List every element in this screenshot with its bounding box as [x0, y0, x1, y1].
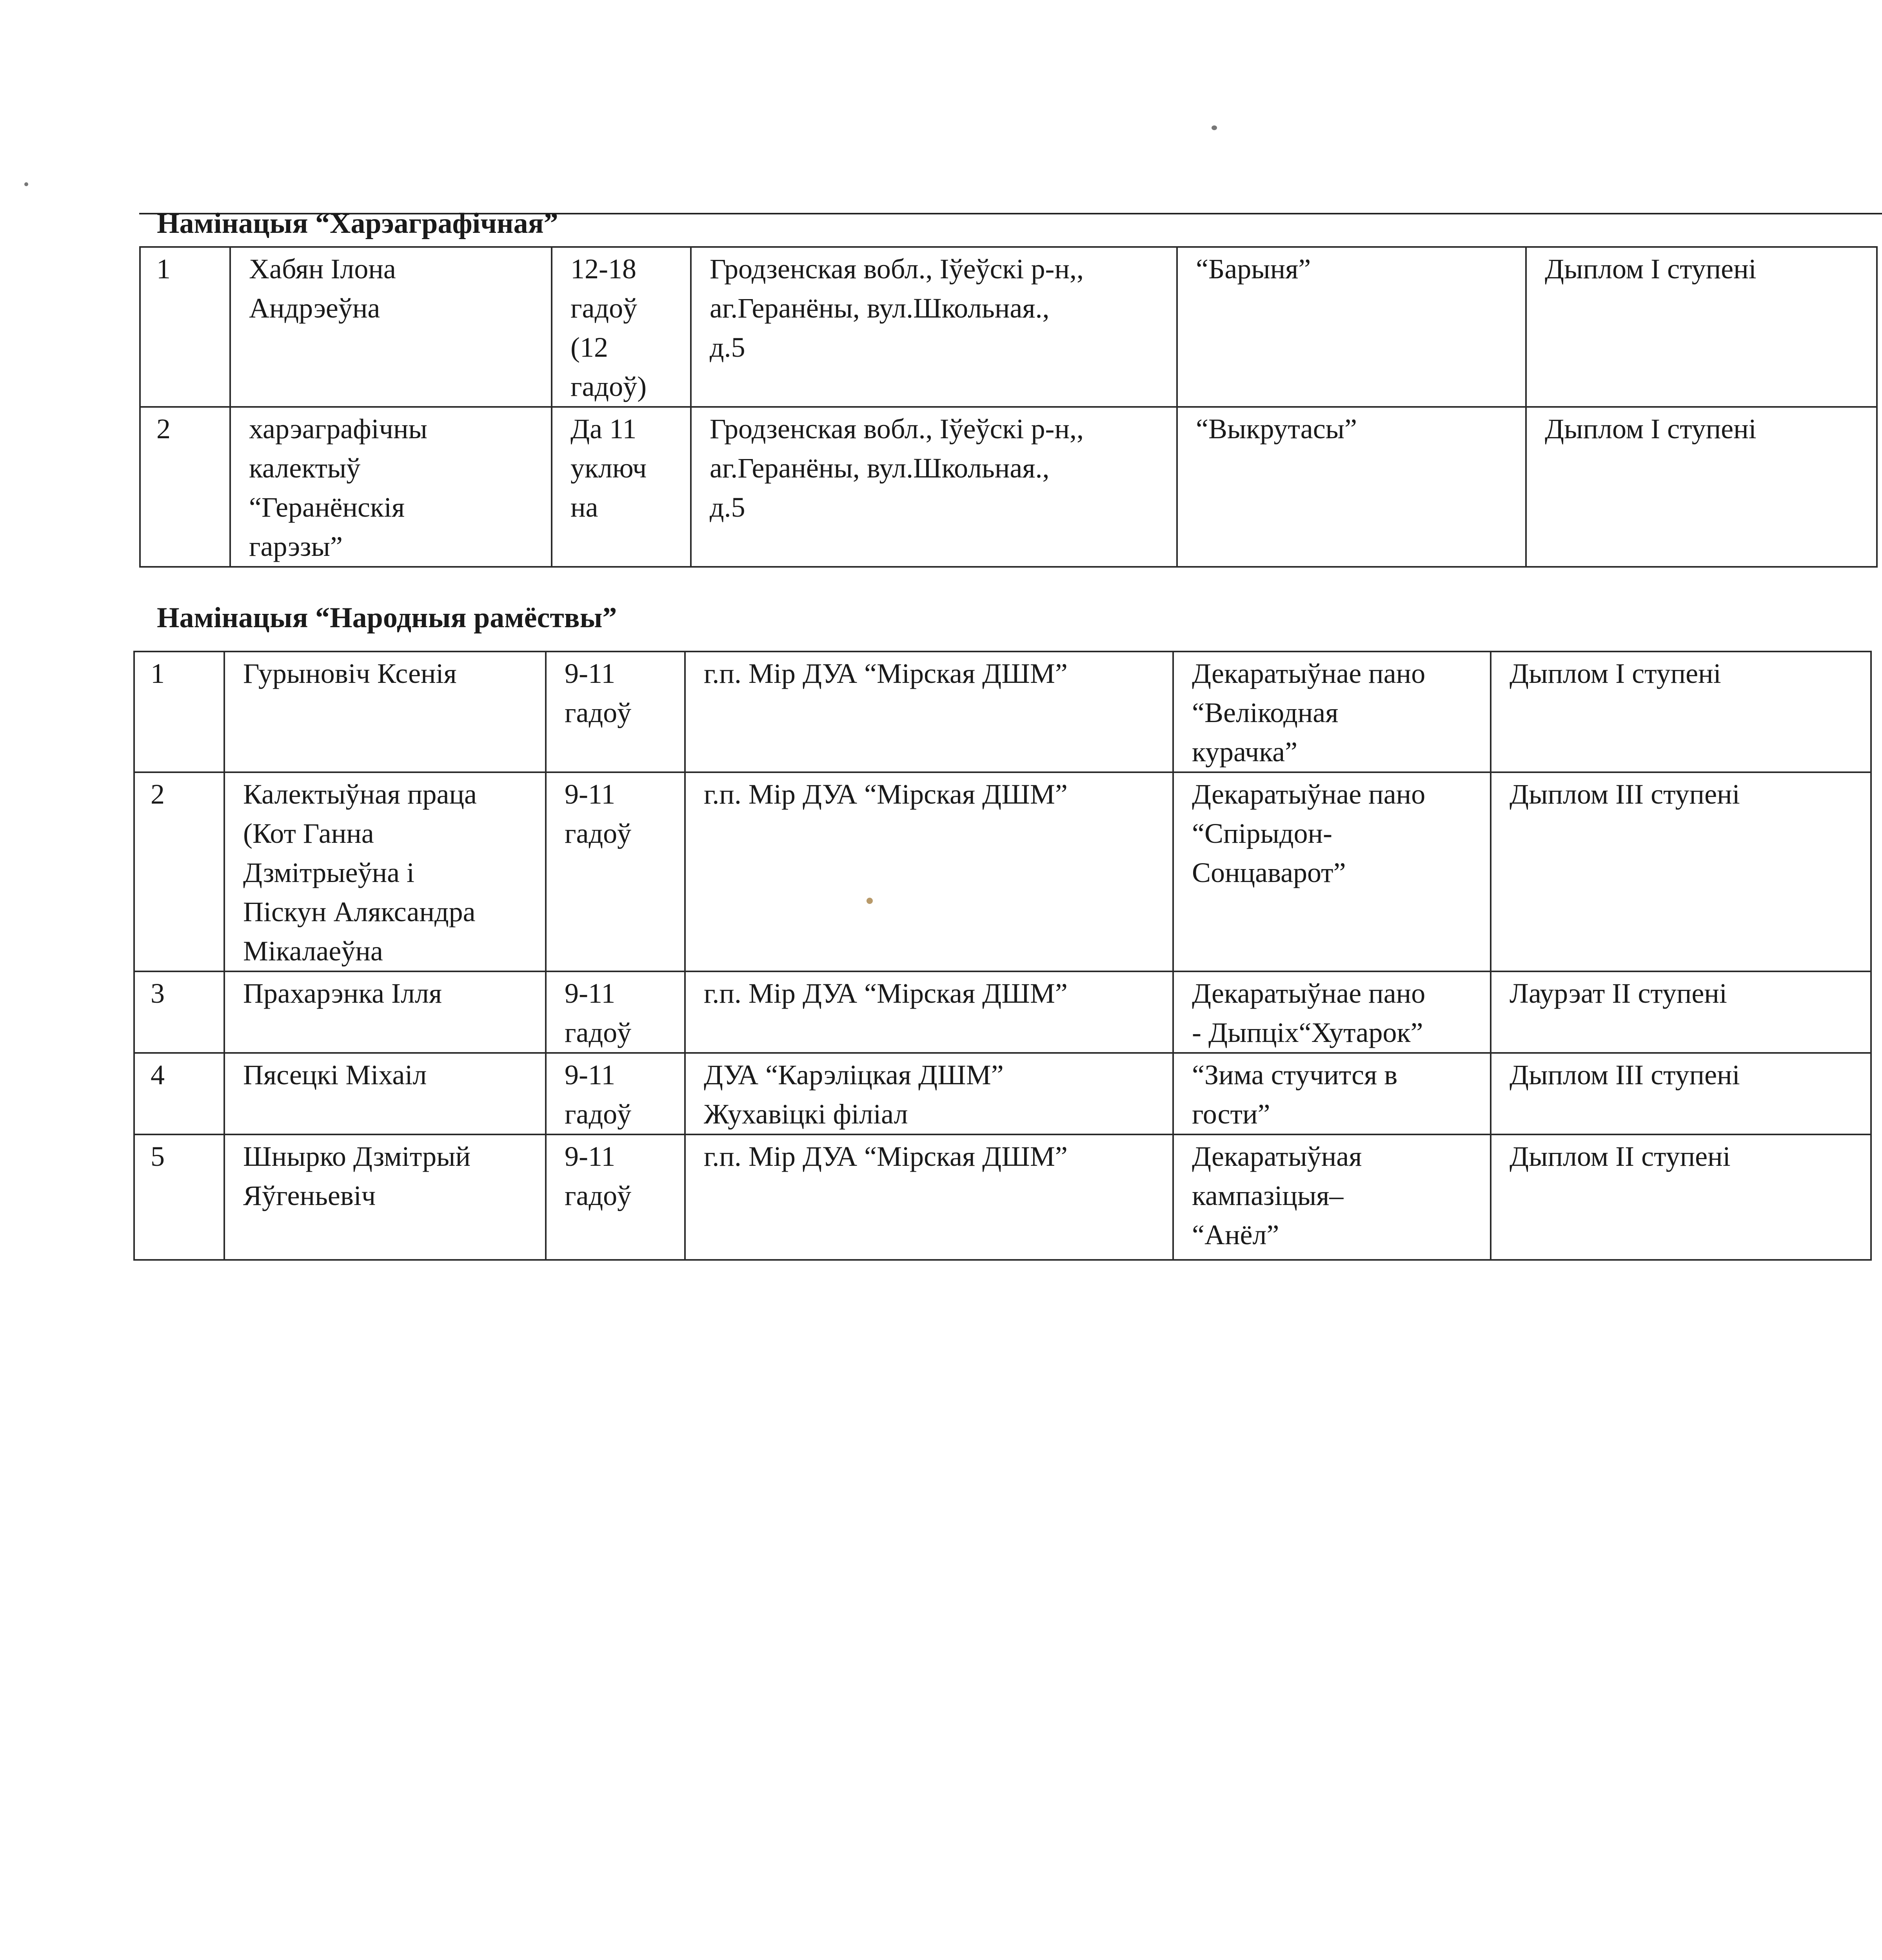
- age-cell: [552, 247, 691, 407]
- table-row: [140, 407, 1877, 567]
- table-row: [134, 772, 1871, 971]
- participant-name: Калектыўная праца (Кот Ганна Дзмітрыеўна і Піскун Аляксандра Мікалаеўна: [243, 779, 477, 967]
- table-row: [134, 1053, 1871, 1134]
- folk-crafts-table: [133, 651, 1872, 1261]
- participant-cell: [224, 1134, 546, 1260]
- participant-cell: [230, 407, 552, 567]
- work-title: “Выкрутасы”: [1196, 413, 1357, 445]
- address-cell: [685, 1134, 1173, 1260]
- address-cell: [691, 247, 1177, 407]
- address-cell: [685, 1053, 1173, 1134]
- award: Дыплом І ступені: [1545, 253, 1757, 285]
- award-cell: [1526, 247, 1877, 407]
- age-group: Да 11 уключ на: [570, 413, 647, 523]
- age-group: 9-11 гадоў: [565, 658, 632, 728]
- work-cell: [1173, 1134, 1491, 1260]
- row-number: 4: [151, 1059, 165, 1091]
- row-number-cell: [140, 407, 230, 567]
- award-cell: [1526, 407, 1877, 567]
- work-cell: [1173, 652, 1491, 772]
- address: г.п. Мір ДУА “Мірская ДШМ”: [704, 1141, 1068, 1172]
- work-cell: [1173, 1053, 1491, 1134]
- age-group: 9-11 гадоў: [565, 1141, 632, 1211]
- participant-cell: [224, 652, 546, 772]
- work-cell: [1177, 247, 1526, 407]
- work-title: Декаратыўнае пано - Дыпціх“Хутарок”: [1192, 978, 1426, 1048]
- scan-speck: [867, 898, 873, 904]
- award-cell: [1491, 971, 1871, 1053]
- address: г.п. Мір ДУА “Мірская ДШМ”: [704, 658, 1068, 689]
- award-cell: [1491, 1053, 1871, 1134]
- age-cell: [546, 652, 685, 772]
- age-group: 9-11 гадоў: [565, 978, 632, 1048]
- award-cell: [1491, 772, 1871, 971]
- table-row: [140, 247, 1877, 407]
- age-cell: [552, 407, 691, 567]
- participant-name: Гурыновіч Ксенія: [243, 658, 457, 689]
- award: Дыплом ІІІ ступені: [1510, 779, 1740, 810]
- participant-name: Прахарэнка Ілля: [243, 978, 442, 1009]
- row-number-cell: [134, 1134, 224, 1260]
- work-title: Декаратыўнае пано “Спірыдон- Сонцаварот”: [1192, 779, 1426, 888]
- age-cell: [546, 772, 685, 971]
- age-cell: [546, 1134, 685, 1260]
- row-number-cell: [134, 772, 224, 971]
- choreography-table: [139, 246, 1878, 568]
- participant-cell: [224, 971, 546, 1053]
- age-cell: [546, 1053, 685, 1134]
- participant-cell: [224, 1053, 546, 1134]
- work-title: Декаратыўнае пано “Велікодная курачка”: [1192, 658, 1426, 768]
- participant-name: харэаграфічны калектыў “Геранёнскія гарэзы”: [249, 413, 427, 562]
- row-number: 1: [151, 658, 165, 689]
- address-cell: [685, 652, 1173, 772]
- row-number: 2: [156, 413, 171, 445]
- address-cell: [685, 971, 1173, 1053]
- participant-name: Шнырко Дзмітрый Яўгеньевіч: [243, 1141, 471, 1211]
- participant-cell: [230, 247, 552, 407]
- address-cell: [685, 772, 1173, 971]
- row-number: 5: [151, 1141, 165, 1172]
- row-number: 2: [151, 779, 165, 810]
- row-number: 1: [156, 253, 171, 285]
- table-row: [134, 971, 1871, 1053]
- address: г.п. Мір ДУА “Мірская ДШМ”: [704, 978, 1068, 1009]
- age-group: 9-11 гадоў: [565, 1059, 632, 1130]
- award-cell: [1491, 1134, 1871, 1260]
- row-number: 3: [151, 978, 165, 1009]
- address: ДУА “Карэліцкая ДШМ” Жухавіцкі філіал: [704, 1059, 1004, 1130]
- work-cell: [1173, 772, 1491, 971]
- award: Дыплом І ступені: [1545, 413, 1757, 445]
- participant-name: Хабян Ілона Андрэеўна: [249, 253, 396, 324]
- award: Дыплом ІІ ступені: [1510, 1141, 1731, 1172]
- row-number-cell: [134, 652, 224, 772]
- table-row: [134, 1134, 1871, 1260]
- row-number-cell: [134, 1053, 224, 1134]
- table-row: [134, 652, 1871, 772]
- age-group: 9-11 гадоў: [565, 779, 632, 849]
- award: Дыплом ІІІ ступені: [1510, 1059, 1740, 1091]
- section-heading-choreography: Намінацыя “Харэаграфічная”: [157, 207, 558, 240]
- address: г.п. Мір ДУА “Мірская ДШМ”: [704, 779, 1068, 810]
- section-heading-folk-crafts: Намінацыя “Народныя рамёствы”: [157, 602, 617, 634]
- work-cell: [1177, 407, 1526, 567]
- scan-speck: [1212, 125, 1217, 130]
- work-title: “Барыня”: [1196, 253, 1311, 285]
- row-number-cell: [134, 971, 224, 1053]
- award: Лаурэат ІІ ступені: [1510, 978, 1727, 1009]
- work-cell: [1173, 971, 1491, 1053]
- participant-cell: [224, 772, 546, 971]
- work-title: “Зима стучится в гости”: [1192, 1059, 1398, 1130]
- address-cell: [691, 407, 1177, 567]
- work-title: Декаратыўная кампазіцыя– “Анёл”: [1192, 1141, 1362, 1250]
- row-number-cell: [140, 247, 230, 407]
- age-cell: [546, 971, 685, 1053]
- address: Гродзенская вобл., Іўеўскі р-н,, аг.Геранёны, вул.Школьная., д.5: [710, 253, 1084, 363]
- scan-speck: [24, 182, 28, 186]
- award-cell: [1491, 652, 1871, 772]
- award: Дыплом І ступені: [1510, 658, 1721, 689]
- age-group: 12-18 гадоў (12 гадоў): [570, 253, 647, 402]
- participant-name: Пясецкі Міхаіл: [243, 1059, 427, 1091]
- address: Гродзенская вобл., Іўеўскі р-н,, аг.Геранёны, вул.Школьная., д.5: [710, 413, 1084, 523]
